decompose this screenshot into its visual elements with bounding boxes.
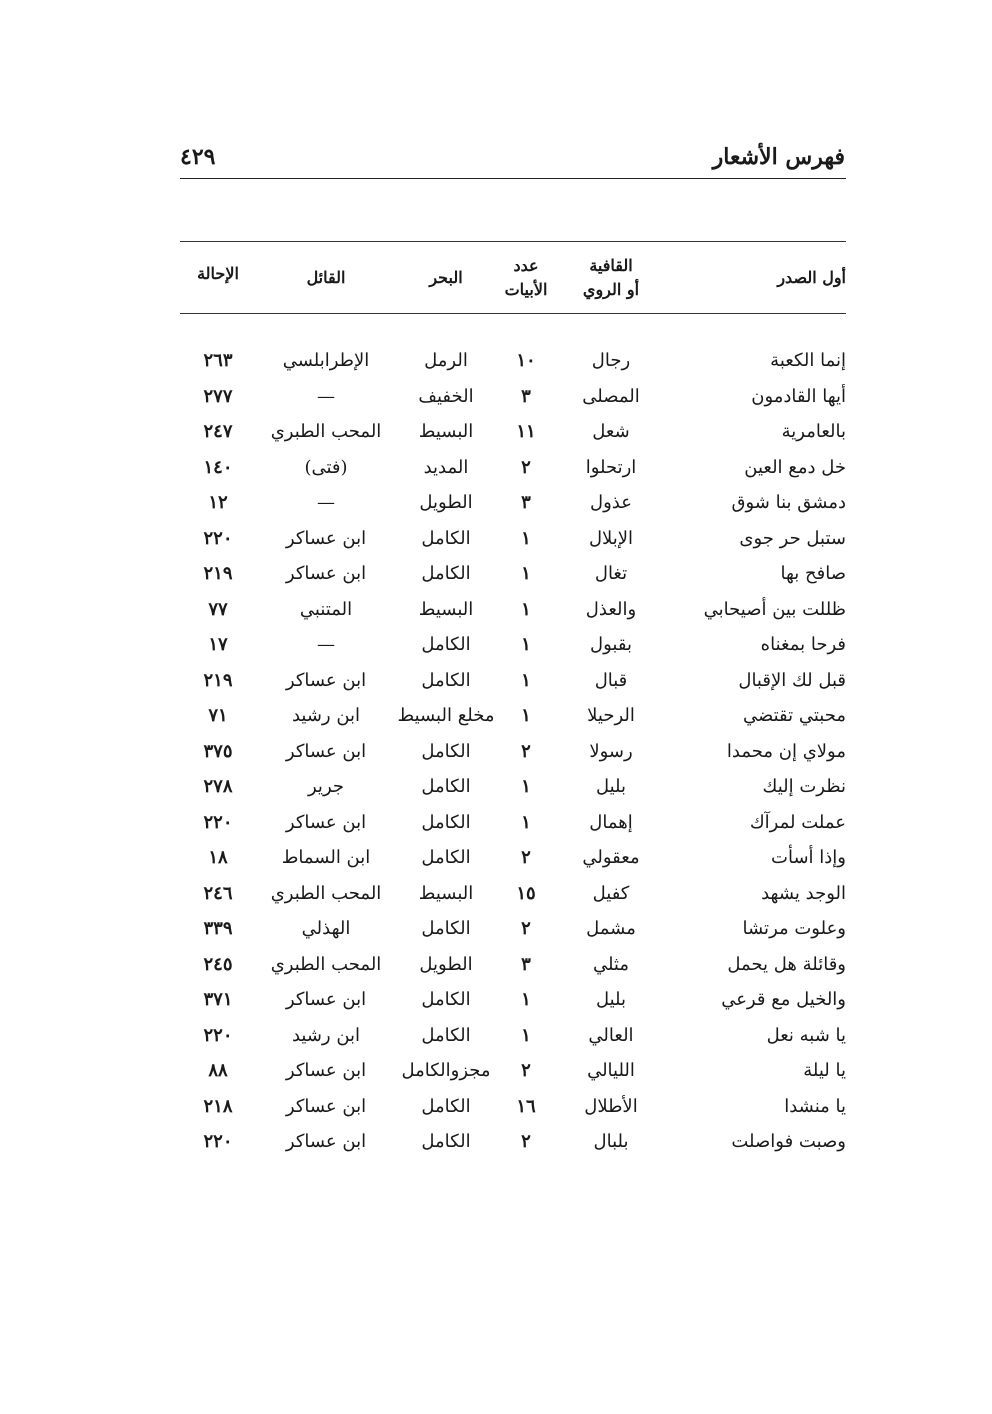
cell-opening: دمشق بنا شوق bbox=[731, 492, 846, 513]
cell-opening: فرحا بمغناه bbox=[760, 634, 846, 655]
cell-rhyme: الرحيلا bbox=[587, 705, 635, 726]
cell-opening: مولاي إن محمدا bbox=[726, 740, 846, 762]
cell-verse-count: ١ bbox=[521, 1024, 531, 1046]
table-row bbox=[180, 947, 846, 983]
table-row bbox=[180, 769, 846, 805]
cell-poet: — bbox=[317, 634, 335, 655]
table-row bbox=[180, 734, 846, 770]
cell-opening: إنما الكعبة bbox=[770, 350, 846, 371]
cell-rhyme: بقبول bbox=[590, 634, 632, 655]
cell-opening: ستبل حر جوى bbox=[739, 527, 846, 549]
cell-verse-count: ١ bbox=[521, 669, 531, 691]
cell-verse-count: ٣ bbox=[521, 385, 531, 407]
cell-verse-count: ١ bbox=[521, 811, 531, 833]
table-row bbox=[180, 876, 846, 912]
cell-meter: الكامل bbox=[421, 918, 471, 939]
cell-opening: بالعامرية bbox=[781, 421, 846, 442]
cell-reference: ٧١ bbox=[208, 705, 228, 726]
cell-meter: الكامل bbox=[421, 563, 471, 584]
cell-verse-count: ٢ bbox=[521, 740, 531, 762]
cell-meter: مجزوالكامل bbox=[401, 1060, 491, 1081]
cell-opening: يا منشدا bbox=[784, 1095, 846, 1117]
table-row bbox=[180, 1053, 846, 1089]
cell-poet: المحب الطبري bbox=[270, 882, 382, 904]
table-row bbox=[180, 521, 846, 557]
table-row bbox=[180, 982, 846, 1018]
cell-poet: (فتى) bbox=[304, 456, 348, 478]
cell-verse-count: ١ bbox=[521, 705, 531, 726]
cell-meter: المديد bbox=[423, 456, 469, 478]
cell-opening: وصبت فواصلت bbox=[731, 1131, 846, 1152]
cell-reference: ٢٢٠ bbox=[203, 811, 233, 833]
cell-reference: ٢١٩ bbox=[203, 669, 233, 691]
cell-meter: الكامل bbox=[421, 847, 471, 868]
cell-verse-count: ١ bbox=[521, 776, 531, 797]
table-header-row bbox=[180, 252, 846, 310]
cell-reference: ١٧ bbox=[208, 634, 228, 655]
cell-rhyme: بلبال bbox=[593, 1131, 629, 1152]
table-row bbox=[180, 698, 846, 734]
cell-reference: ٢١٩ bbox=[203, 563, 233, 584]
cell-verse-count: ٣ bbox=[521, 953, 531, 975]
header-opening: أول الصدر bbox=[777, 268, 846, 287]
cell-rhyme: رسولا bbox=[589, 740, 633, 762]
cell-reference: ٢٧٧ bbox=[203, 385, 233, 407]
cell-poet: ابن عساكر bbox=[285, 1131, 367, 1152]
table-row bbox=[180, 1018, 846, 1054]
cell-meter: الكامل bbox=[421, 1024, 471, 1046]
table-row bbox=[180, 379, 846, 415]
table-top-rule bbox=[180, 241, 846, 242]
cell-reference: ٧٧ bbox=[208, 598, 228, 620]
cell-meter: الخفيف bbox=[418, 385, 474, 407]
cell-opening: أيها القادمون bbox=[751, 385, 846, 407]
cell-rhyme: بليل bbox=[595, 989, 627, 1010]
cell-meter: الكامل bbox=[421, 1095, 471, 1117]
cell-rhyme: قبال bbox=[594, 669, 628, 691]
cell-reference: ٢٧٨ bbox=[203, 776, 233, 797]
cell-poet: — bbox=[317, 385, 335, 407]
running-title: فهرس الأشعار bbox=[712, 144, 845, 170]
running-head bbox=[180, 140, 845, 176]
page-number: ٤٢٩ bbox=[180, 144, 216, 170]
cell-verse-count: ٢ bbox=[521, 918, 531, 939]
table-row bbox=[180, 911, 846, 947]
cell-reference: ٢٦٣ bbox=[203, 350, 233, 371]
cell-reference: ٢٢٠ bbox=[203, 1131, 233, 1152]
table-row bbox=[180, 1089, 846, 1125]
cell-meter: مخلع البسيط bbox=[397, 705, 495, 726]
cell-reference: ٣٧١ bbox=[203, 989, 233, 1010]
cell-rhyme: بليل bbox=[595, 776, 627, 797]
cell-opening: صافح بها bbox=[780, 563, 846, 584]
cell-rhyme: معقولي bbox=[582, 847, 640, 868]
header-reference: الإحالة bbox=[197, 264, 239, 283]
cell-verse-count: ١ bbox=[521, 563, 531, 584]
cell-verse-count: ١ bbox=[521, 634, 531, 655]
cell-rhyme: الليالي bbox=[587, 1060, 635, 1081]
cell-reference: ٢٤٦ bbox=[203, 882, 233, 904]
cell-poet: ابن رشيد bbox=[291, 1024, 361, 1046]
cell-meter: الطويل bbox=[419, 953, 473, 975]
cell-poet: المحب الطبري bbox=[270, 421, 382, 442]
cell-rhyme: كفيل bbox=[592, 882, 630, 904]
table-row bbox=[180, 343, 846, 379]
cell-reference: ٢٤٥ bbox=[203, 953, 233, 975]
table-row bbox=[180, 663, 846, 699]
table-row bbox=[180, 627, 846, 663]
cell-rhyme: الأطلال bbox=[584, 1095, 638, 1117]
cell-rhyme: ارتحلوا bbox=[585, 456, 637, 478]
cell-verse-count: ١ bbox=[521, 989, 531, 1010]
cell-rhyme: العالي bbox=[588, 1024, 634, 1046]
table-row bbox=[180, 485, 846, 521]
cell-poet: ابن السماط bbox=[281, 847, 371, 868]
header-count bbox=[496, 254, 556, 302]
cell-poet: جرير bbox=[308, 776, 344, 797]
cell-rhyme: والعذل bbox=[585, 598, 637, 620]
cell-verse-count: ٢ bbox=[521, 1060, 531, 1081]
cell-verse-count: ١ bbox=[521, 598, 531, 620]
table-row bbox=[180, 450, 846, 486]
header-count-line1: عدد bbox=[513, 256, 539, 275]
cell-verse-count: ١١ bbox=[516, 421, 536, 442]
cell-poet: ابن عساكر bbox=[285, 669, 367, 691]
cell-meter: الرمل bbox=[424, 350, 468, 371]
cell-rhyme: تغال bbox=[594, 563, 628, 584]
cell-reference: ٨٨ bbox=[208, 1060, 228, 1081]
cell-meter: الكامل bbox=[421, 527, 471, 549]
table-row bbox=[180, 592, 846, 628]
cell-opening: ظللت بين أصيحابي bbox=[703, 598, 846, 620]
cell-reference: ١٨ bbox=[208, 847, 228, 868]
cell-reference: ٢١٨ bbox=[203, 1095, 233, 1117]
cell-opening: يا شبه نعل bbox=[766, 1024, 846, 1046]
cell-rhyme: المصلى bbox=[582, 385, 640, 407]
cell-verse-count: ١ bbox=[521, 527, 531, 549]
cell-reference: ٢٢٠ bbox=[203, 527, 233, 549]
cell-poet: ابن عساكر bbox=[285, 989, 367, 1010]
header-rhyme-line2: أو الروي bbox=[582, 280, 640, 299]
cell-verse-count: ١٦ bbox=[516, 1095, 536, 1117]
cell-opening: خل دمع العين bbox=[744, 456, 846, 478]
header-rhyme-line1: القافية bbox=[589, 256, 633, 275]
cell-rhyme: رجال bbox=[591, 350, 631, 371]
cell-opening: وعلوت مرتشا bbox=[742, 918, 846, 939]
cell-poet: ابن عساكر bbox=[285, 563, 367, 584]
cell-opening: قبل لك الإقبال bbox=[738, 669, 846, 691]
cell-verse-count: ١٠ bbox=[516, 350, 536, 371]
cell-verse-count: ٢ bbox=[521, 456, 531, 478]
cell-poet: الإطرابلسي bbox=[282, 350, 370, 371]
cell-meter: البسيط bbox=[418, 421, 474, 442]
table-row bbox=[180, 1124, 846, 1160]
table-header-rule bbox=[180, 313, 846, 314]
cell-reference: ٢٤٧ bbox=[203, 421, 233, 442]
cell-opening: الوجد يشهد bbox=[761, 882, 846, 904]
cell-rhyme: الإبلال bbox=[588, 527, 634, 549]
cell-poet: ابن عساكر bbox=[285, 811, 367, 833]
table-row bbox=[180, 414, 846, 450]
cell-meter: البسيط bbox=[418, 598, 474, 620]
cell-opening: عملت لمرآك bbox=[749, 811, 846, 833]
table-row bbox=[180, 805, 846, 841]
cell-reference: ١٤٠ bbox=[203, 456, 233, 478]
cell-opening: وإذا أسأت bbox=[771, 847, 846, 868]
cell-poet: المحب الطبري bbox=[270, 953, 382, 975]
cell-rhyme: مثلي bbox=[592, 953, 630, 975]
header-meter: البحر bbox=[429, 268, 463, 287]
cell-opening: وقائلة هل يحمل bbox=[727, 953, 846, 975]
cell-poet: ابن رشيد bbox=[291, 705, 361, 726]
cell-poet: ابن عساكر bbox=[285, 1060, 367, 1081]
table-row bbox=[180, 556, 846, 592]
cell-poet: ابن عساكر bbox=[285, 740, 367, 762]
cell-meter: الكامل bbox=[421, 989, 471, 1010]
cell-meter: الكامل bbox=[421, 740, 471, 762]
cell-opening: يا ليلة bbox=[803, 1060, 846, 1081]
cell-poet: المتنبي bbox=[299, 598, 353, 620]
cell-poet: الهذلي bbox=[301, 918, 351, 939]
cell-meter: الكامل bbox=[421, 776, 471, 797]
cell-meter: الطويل bbox=[419, 492, 473, 513]
cell-meter: الكامل bbox=[421, 634, 471, 655]
cell-rhyme: عذول bbox=[590, 492, 632, 513]
cell-meter: الكامل bbox=[421, 669, 471, 691]
table-row bbox=[180, 840, 846, 876]
cell-verse-count: ٣ bbox=[521, 492, 531, 513]
cell-rhyme: إهمال bbox=[589, 811, 633, 833]
cell-meter: البسيط bbox=[418, 882, 474, 904]
cell-opening: نظرت إليك bbox=[762, 776, 846, 797]
cell-meter: الكامل bbox=[421, 811, 471, 833]
cell-verse-count: ٢ bbox=[521, 1131, 531, 1152]
header-rhyme bbox=[556, 254, 666, 302]
cell-poet: ابن عساكر bbox=[285, 1095, 367, 1117]
running-head-rule bbox=[180, 178, 846, 179]
cell-poet: ابن عساكر bbox=[285, 527, 367, 549]
poetry-index-table bbox=[180, 343, 846, 1160]
cell-reference: ٣٣٩ bbox=[203, 918, 233, 939]
cell-poet: — bbox=[317, 492, 335, 513]
cell-verse-count: ٢ bbox=[521, 847, 531, 868]
cell-rhyme: مشمل bbox=[586, 918, 636, 939]
cell-verse-count: ١٥ bbox=[516, 882, 536, 904]
header-poet: القائل bbox=[306, 268, 346, 287]
cell-opening: والخيل مع قرعي bbox=[721, 989, 846, 1010]
cell-opening: محبتي تقتضي bbox=[742, 705, 846, 726]
cell-reference: ١٢ bbox=[208, 492, 228, 513]
cell-rhyme: شعل bbox=[592, 421, 630, 442]
cell-reference: ٣٧٥ bbox=[203, 740, 233, 762]
cell-reference: ٢٢٠ bbox=[203, 1024, 233, 1046]
header-count-line2: الأبيات bbox=[504, 280, 548, 299]
cell-meter: الكامل bbox=[421, 1131, 471, 1152]
